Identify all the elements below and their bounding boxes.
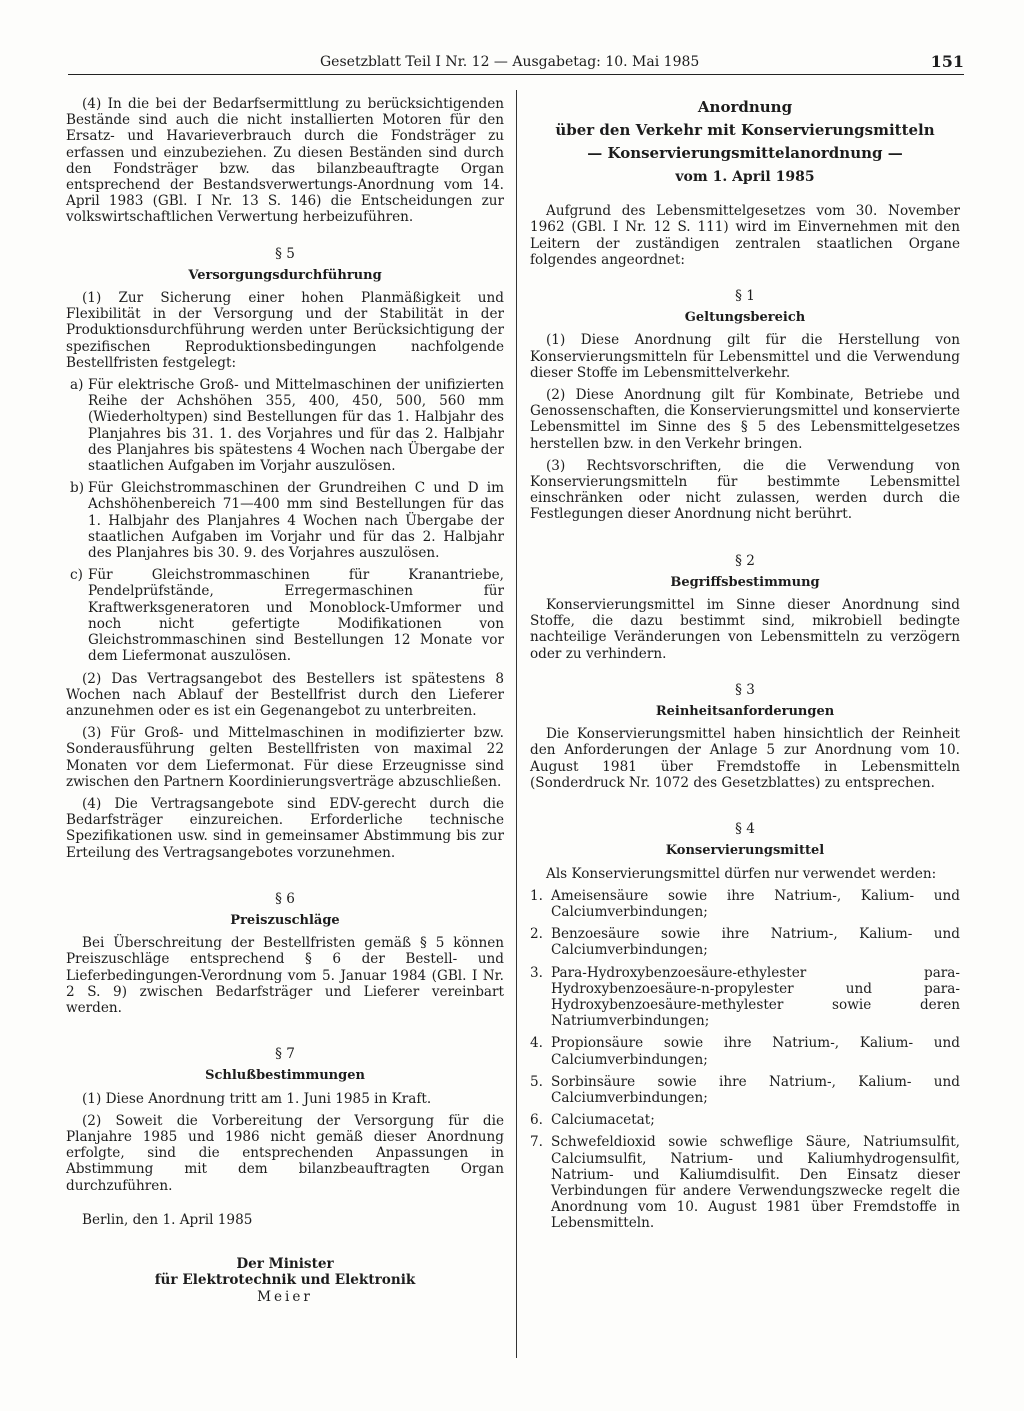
list-label: 6. <box>530 1112 543 1129</box>
document-title <box>530 96 960 165</box>
section-2-heading <box>530 553 960 591</box>
section-3-heading <box>530 682 960 720</box>
list-item <box>530 888 960 920</box>
list-label: 2. <box>530 926 543 943</box>
list-label: b) <box>70 480 85 497</box>
section-number: § 1 <box>735 288 755 305</box>
section-title: Konservierungsmittel <box>665 843 825 859</box>
paragraph: (1) Zur Sicherung einer hohen Planmäßigkeit und Flexibilität in der Versorgung und der Stabilität in der Produktionsdurchführung werden unter Berücksichtigung der spezifischen Reproduktionsbedingungen nachfolgende Bestellfristen festgelegt: <box>66 290 504 371</box>
list-text: Für Gleichstrommaschinen für Kranantriebe, Pendelprüfstände, Erregermaschinen für Kraftwerksgeneratoren und Monoblock-Umformer und noch nicht gefertigte Modifikationen von Gleichstrommaschinen sind Bestellungen 12 Monate vor dem Liefermonat auszulösen. <box>88 567 504 665</box>
signer-line: Der Minister <box>236 1255 334 1272</box>
list-text: Für Gleichstrommaschinen der Grundreihen C und D im Achshöhenbereich 71—400 mm sind Bestellungen für das 1. Halbjahr des Planjahres 4 Wochen nach Übergabe der staatlichen Aufgaben im Vorjahr und für das 2. Halbjahr des Planjahres bis 30. 9. des Vorjahres auszulösen. <box>88 480 504 562</box>
paragraph: Konservierungsmittel im Sinne dieser Anordnung sind Stoffe, die dazu bestimmt sind, mikrobiell bedingte nachteilige Veränderungen von Lebensmitteln zu verzögern oder zu verhindern. <box>530 597 960 662</box>
right-column <box>530 96 960 1238</box>
section-title: Begriffsbestimmung <box>670 574 820 590</box>
section-number: § 6 <box>275 890 295 907</box>
paragraph: Als Konservierungsmittel dürfen nur verwendet werden: <box>546 865 937 882</box>
section-number: § 4 <box>735 821 755 838</box>
title-line: über den Verkehr mit Konservierungsmitteln <box>555 121 935 139</box>
list-item <box>66 567 504 664</box>
running-title: Gesetzblatt Teil I Nr. 12 — Ausgabetag: 10. Mai 1985 <box>320 54 700 70</box>
paragraph: (3) Rechtsvorschriften, die die Verwendung von Konservierungsmitteln für bestimmte Lebensmittel einschränken oder nicht zulassen, werden durch die Festlegungen dieser Anordnung nicht berührt. <box>530 457 960 523</box>
signer-title <box>66 1256 504 1289</box>
paragraph: Die Konservierungsmittel haben hinsichtlich der Reinheit den Anforderungen der Anlage 5 zur Anordnung vom 10. August 1981 über Fremdstoffe in Lebensmitteln (Sonderdruck Nr. 1072 des Gesetzblattes) zu entsprechen. <box>530 726 960 791</box>
list-item <box>530 1074 960 1106</box>
signer-name: Meier <box>257 1288 313 1305</box>
list-item <box>530 1112 960 1128</box>
section-title: Versorgungsdurchführung <box>188 267 382 283</box>
list-label: 5. <box>530 1073 543 1090</box>
section-title: Schlußbestimmungen <box>205 1068 365 1084</box>
section-5-heading <box>66 246 504 284</box>
list-label: 7. <box>530 1134 543 1151</box>
list-text: Para-Hydroxybenzoesäure-ethylester para-Hydroxybenzoesäure-n-propylester und para-Hydroxybenzoesäure-methylester sowie deren Natriumverbindungen; <box>551 964 960 1030</box>
list-text: Für elektrische Groß- und Mittelmaschinen der unifizierten Reihe der Achshöhen 355, 400, 450, 500, 560 mm (Wiederholtypen) sind Bestellungen für das 1. Halbjahr des Planjahres bis 31. 1. des Vorjahres und für das 2. Halbjahr des Planjahres bis spätestens 4 Wochen nach Übergabe der staatlichen Aufgaben im Vorjahr auszulösen. <box>88 377 504 475</box>
paragraph: (2) Das Vertragsangebot des Bestellers ist spätestens 8 Wochen nach Ablauf der Bestellfrist durch den Lieferer anzunehmen oder es ist ein Gegenangebot zu unterbreiten. <box>66 670 504 719</box>
paragraph: (4) Die Vertragsangebote sind EDV-gerecht durch die Bedarfsträger einzureichen. Erforderliche technische Spezifikationen usw. sind in gemeinsamer Abstimmung bis zur Erteilung des Vertragsangebotes vorzunehmen. <box>66 795 504 861</box>
section-number: § 7 <box>275 1046 295 1063</box>
section-title: Reinheitsanforderungen <box>655 704 835 720</box>
list-item <box>66 377 504 474</box>
section-title: Preiszuschläge <box>230 912 340 928</box>
paragraph: (2) Soweit die Vorbereitung der Versorgung für die Planjahre 1985 und 1986 nicht gemäß dieser Anordnung erfolgte, sind die entsprechenden Anpassungen in Abstimmung mit dem bilanzbeauftragten Organ durchzuführen. <box>66 1112 504 1194</box>
left-column <box>66 96 504 1305</box>
list-item <box>530 926 960 958</box>
paragraph: (1) Diese Anordnung gilt für die Herstellung von Konservierungsmitteln für Lebensmittel und die Verwendung dieser Stoffe im Lebensmittelverkehr. <box>530 332 960 381</box>
place-date: Berlin, den 1. April 1985 <box>82 1211 253 1228</box>
paragraph-4-intro: (4) In die bei der Bedarfsermittlung zu berücksichtigenden Bestände sind auch die nicht installierten Motoren für den Ersatz- und Havarieverbrauch durch die Fondsträger zu erfassen und einzubeziehen. Zu diesen Beständen sind durch den Fondsträger bzw. das bilanzbeauftragte Organ entsprechend der Bestandsverwertungs-Anordnung vom 14. April 1983 (GBl. I Nr. 13 S. 146) die Entscheidungen zur volkswirtschaftlichen Verwertung herbeizuführen. <box>66 96 504 226</box>
list-text: Propionsäure sowie ihre Natrium-, Kalium- und Calciumverbindungen; <box>551 1035 960 1068</box>
list-text: Calciumacetat; <box>551 1112 655 1129</box>
page-number: 151 <box>930 52 964 71</box>
header-rule <box>68 74 964 75</box>
section-6-heading <box>66 891 504 929</box>
list-text: Benzoesäure sowie ihre Natrium-, Kalium- und Calciumverbindungen; <box>551 926 960 959</box>
list-text: Sorbinsäure sowie ihre Natrium-, Kalium- und Calciumverbindungen; <box>551 1073 960 1106</box>
list-item <box>530 1134 960 1231</box>
signer-line: für Elektrotechnik und Elektronik <box>154 1272 416 1289</box>
column-divider <box>516 90 517 1358</box>
list-item <box>66 480 504 561</box>
list-item <box>530 1035 960 1067</box>
list-label: 3. <box>530 964 543 981</box>
list-label: 1. <box>530 887 543 904</box>
substance-list <box>530 888 960 1232</box>
list-item <box>530 965 960 1030</box>
paragraph: Bei Überschreitung der Bestellfristen gemäß § 5 können Preiszuschläge entsprechend § 6 der Bestell- und Lieferbedingungen-Verordnung vom 5. Januar 1984 (GBl. I Nr. 2 S. 9) zwischen Bedarfsträger und Lieferer vereinbart werden. <box>66 935 504 1016</box>
section-title: Geltungsbereich <box>684 310 806 326</box>
section-number: § 3 <box>735 681 755 698</box>
section-number: § 5 <box>275 245 295 262</box>
list-text: Ameisensäure sowie ihre Natrium-, Kalium- und Calciumverbindungen; <box>551 887 960 920</box>
preamble: Aufgrund des Lebensmittelgesetzes vom 30. November 1962 (GBl. I Nr. 12 S. 111) wird im Einvernehmen mit den Leitern der zuständigen zentralen staatlichen Organe folgendes angeordnet: <box>530 203 960 268</box>
section-7-heading <box>66 1046 504 1084</box>
paragraph: (3) Für Groß- und Mittelmaschinen in modifizierter bzw. Sonderausführung gelten Bestellfristen von maximal 22 Monaten vor dem Liefermonat. Für diese Erzeugnisse sind zwischen den Partnern Koordinierungsverträge abzuschließen. <box>66 725 504 790</box>
paragraph: (1) Diese Anordnung tritt am 1. Juni 1985 in Kraft. <box>82 1090 432 1107</box>
title-line: Anordnung <box>697 98 793 116</box>
section-4-heading <box>530 821 960 859</box>
section-1-heading <box>530 288 960 326</box>
list-label: c) <box>70 567 83 584</box>
list-text: Schwefeldioxid sowie schweflige Säure, Natriumsulfit, Calciumsulfit, Natrium- und Kaliumhydrogensulfit, Natrium- und Kaliumdisulfit. Den Einsatz dieser Verbindungen für andere Verwendungszwecke regelt die Anordnung vom 10. August 1981 über Fremdstoffe in Lebensmitteln. <box>551 1134 960 1232</box>
title-line: — Konservierungsmittelanordnung — <box>587 144 903 162</box>
section-number: § 2 <box>735 552 755 569</box>
document-date: vom 1. April 1985 <box>675 169 815 185</box>
page-header <box>60 52 964 76</box>
paragraph: (2) Diese Anordnung gilt für Kombinate, Betriebe und Genossenschaften, die Konservierungsmittel und konservierte Lebensmittel im Sinne des § 5 des Lebensmittelgesetzes herstellen bzw. in den Verkehr bringen. <box>530 387 960 452</box>
list-label: a) <box>70 377 84 394</box>
list-label: 4. <box>530 1035 543 1052</box>
